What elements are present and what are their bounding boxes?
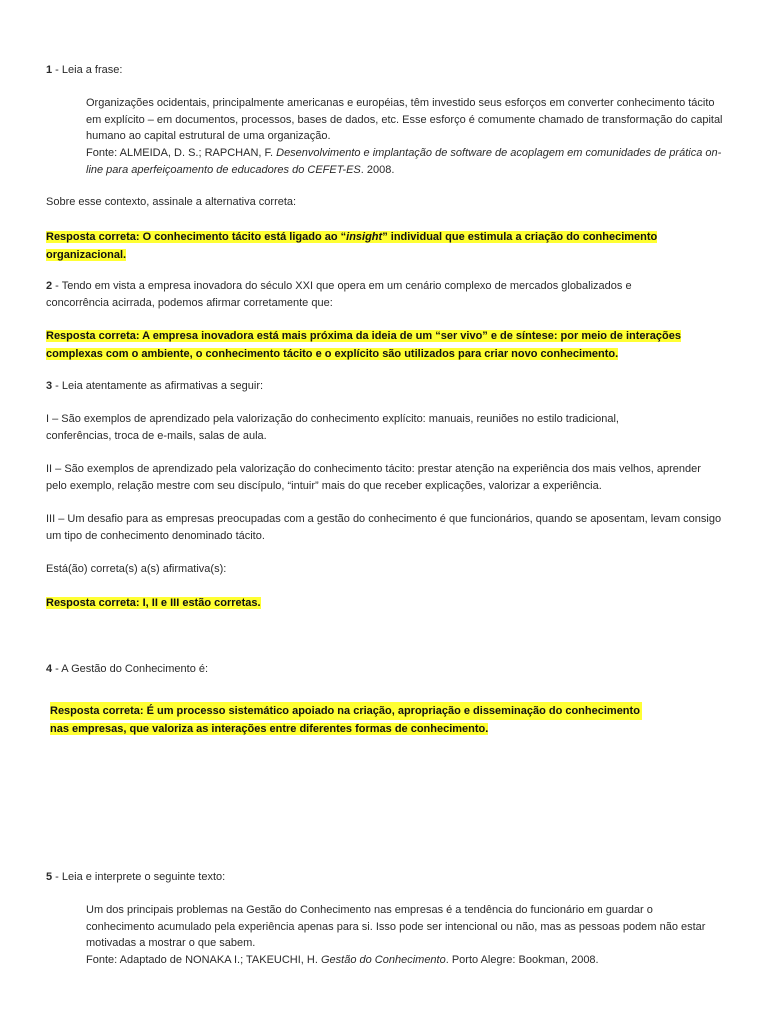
q1-answer-italic: insight <box>346 231 383 243</box>
q1-answer: Resposta correta: O conhecimento tácito está ligado ao “insight” individual que estimula a criação do conhecimento organizacional. <box>46 231 658 261</box>
q5-intro: 5 - Leia e interprete o seguinte texto: <box>46 871 226 883</box>
q2-number: 2 <box>46 280 53 292</box>
q3-intro: 3 - Leia atentamente as afirmativas a seguir: <box>46 380 264 392</box>
q2-text: 2 - Tendo em vista a empresa inovadora do século XXI que opera em um cenário complexo de mercados globalizados e concorrência acirrada, podemos afirmar corretamente que: <box>46 280 632 309</box>
q1-quote <box>86 95 726 179</box>
q3-item-2: II – São exemplos de aprendizado pela valorização do conhecimento tácito: prestar atenção na experiência dos mais velhos, aprender pelo exemplo, relação mestre com seu discípulo, “intuir” mais do que receber explicações, valorizar a experiência. <box>46 463 701 492</box>
q1-number: 1 <box>46 64 53 76</box>
q1-prompt: Sobre esse contexto, assinale a alternativa correta: <box>46 196 297 208</box>
q3-number: 3 <box>46 380 53 392</box>
q4-number: 4 <box>46 663 53 675</box>
q5-quote <box>86 902 716 969</box>
q3-item-3: III – Um desafio para as empresas preocupadas com a gestão do conhecimento é que funcionários, quando se aposentam, levam consigo um tipo de conhecimento denominado tácito. <box>46 513 722 542</box>
q1-intro <box>46 62 726 79</box>
q1-source-prefix: Fonte: ALMEIDA, D. S.; RAPCHAN, F. <box>86 147 277 160</box>
q5-source-prefix: Fonte: Adaptado de NONAKA I.; TAKEUCHI, H. <box>86 954 321 967</box>
q3-item-1: I – São exemplos de aprendizado pela valorização do conhecimento explícito: manuais, reuniões no estilo tradicional, conferências, troca de e-mails, salas de aula. <box>46 413 619 442</box>
q1-source-suffix: . 2008. <box>360 163 395 176</box>
q5-quote-text: Um dos principais problemas na Gestão do Conhecimento nas empresas é a tendência do funcionário em guardar o conhecimento acumulado pela experiência apenas para si. Isso pode ser intencional ou não, mas as pessoas podem não estar motivadas a mostrar o que sabem. <box>86 904 706 950</box>
q4-text: 4 - A Gestão do Conhecimento é: <box>46 663 209 675</box>
q4-answer: Resposta correta: É um processo sistemático apoiado na criação, apropriação e disseminação do conhecimento nas empresas, que valoriza as interações entre diferentes formas de conhecimento. <box>50 702 730 738</box>
q2-answer: Resposta correta: A empresa inovadora está mais próxima da ideia de um “ser vivo” e de síntese: por meio de interações complexas com o ambiente, o conhecimento tácito e o explícito são utilizados para criar novo conhecimento. <box>46 330 681 360</box>
q1-intro-text: - Leia a frase: <box>52 64 123 76</box>
q1-source-title: Desenvolvimento e implantação de software de acoplagem em comunidades de prática on-line para aperfeiçoamento de educadores do CEFET-ES <box>86 147 722 176</box>
q1-quote-text: Organizações ocidentais, principalmente americanas e européias, têm investido seus esforços em converter conhecimento tácito em explícito – em documentos, processos, bases de dados, etc. Esse esforço é comumente chamado de transformação do capital humano ao capital estrutural de uma organização. <box>86 97 723 143</box>
q3-prompt: Está(ão) correta(s) a(s) afirmativa(s): <box>46 563 227 575</box>
q5-number: 5 <box>46 871 53 883</box>
q5-source-suffix: . Porto Alegre: Bookman, 2008. <box>445 954 599 967</box>
q5-source-title: Gestão do Conhecimento <box>320 954 446 967</box>
q3-answer: Resposta correta: I, II e III estão corretas. <box>46 597 261 609</box>
